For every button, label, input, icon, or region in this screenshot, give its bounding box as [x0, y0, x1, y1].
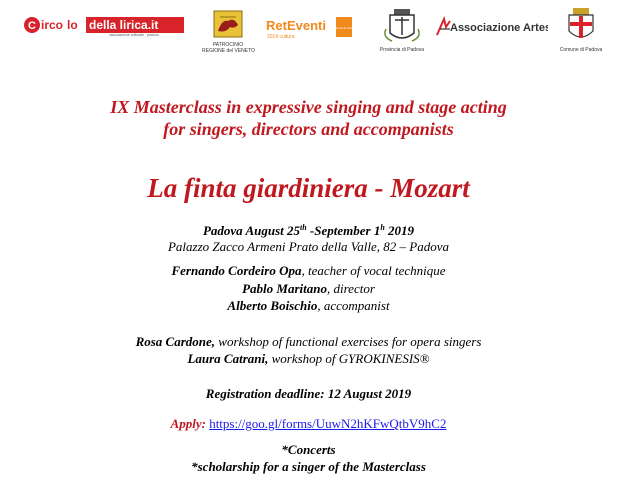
- provincia-crest-icon: [376, 7, 428, 45]
- workshop-1-sep: ,: [211, 334, 216, 349]
- comune-padova-logo: [558, 7, 604, 57]
- workshop-2-desc: workshop of GYROKINESIS®: [268, 351, 430, 366]
- teacher-2-name: Pablo Maritano: [242, 281, 327, 296]
- sponsor-logos: [10, 3, 607, 55]
- circolo-c: C: [28, 20, 36, 32]
- artes-text: Associazione Artes: [450, 22, 548, 34]
- registration-deadline: Registration deadline: 12 August 2019: [205, 386, 412, 401]
- associazione-artes-logo: [436, 15, 548, 39]
- teacher-3-name: Alberto Boischio: [227, 298, 318, 313]
- reteventi-graphic: [264, 15, 354, 41]
- teacher-1-name: Fernando Cordeiro Opa: [171, 263, 302, 278]
- regione-line1: PATROCINIO: [212, 42, 244, 48]
- circolo-logo-graphic: [22, 15, 184, 37]
- dates-sup1: th: [300, 223, 307, 232]
- venue-line: Palazzo Zacco Armeni Prato della Valle, 82 – Padova: [167, 239, 450, 254]
- note-scholarship: *scholarship for a singer of the Masterclass: [191, 459, 426, 474]
- circolo-title: della lirica.it: [89, 18, 159, 32]
- workshop-2-sep: ,: [265, 351, 269, 366]
- masterclass-title-line2: for singers, directors and accompanists: [163, 119, 454, 139]
- teacher-1-role: , teacher of vocal technique: [301, 263, 446, 278]
- provincia-caption: Provincia di Padova: [379, 47, 425, 53]
- workshop-1: [0, 334, 617, 350]
- dates-sup2: h: [380, 223, 385, 232]
- apply-line: [0, 416, 617, 432]
- teacher-1: [0, 263, 617, 279]
- reteventi-side: Provincia di Vicenza: [332, 27, 354, 30]
- circolo-irco: irco: [41, 18, 64, 32]
- dates-line: [0, 220, 617, 239]
- dates-middle: -September 1: [306, 223, 381, 238]
- apply-label: Apply:: [170, 416, 206, 431]
- masterclass-title-line1: IX Masterclass in expressive singing and stage acting: [110, 97, 507, 117]
- teacher-2-role: , director: [326, 281, 375, 296]
- workshop-2-name: Laura Catrani: [187, 351, 266, 366]
- provincia-padova-logo: [376, 7, 428, 55]
- circolo-lo: lo: [67, 18, 78, 32]
- comune-crest-icon: [558, 7, 604, 45]
- reteventi-sub: 2019 cultura: [267, 34, 295, 40]
- teacher-2: [0, 281, 617, 297]
- note-concerts: *Concerts: [281, 442, 336, 457]
- teacher-3: [0, 298, 617, 314]
- teacher-3-role: , accompanist: [317, 298, 390, 313]
- dates-year: 2019: [384, 223, 415, 238]
- reteventi-text: RetEventi: [266, 18, 326, 33]
- workshop-1-desc: workshop of functional exercises for opera singers: [215, 334, 482, 349]
- circolo-tagline: associazione culturale · padova: [109, 33, 159, 37]
- lion-of-saint-mark-icon: [206, 9, 250, 41]
- apply-form-link[interactable]: https://goo.gl/forms/UuwN2hKFwQtbV9hC2: [209, 416, 447, 431]
- artes-graphic: [436, 15, 548, 39]
- comune-caption: Comune di Padova: [559, 47, 603, 53]
- workshop-2: [0, 351, 617, 367]
- workshop-1-name: Rosa Cardone: [135, 334, 212, 349]
- opera-title: La finta giardiniera - Mozart: [147, 173, 470, 203]
- dates-prefix: Padova August 25: [202, 223, 300, 238]
- circolo-della-lirica-logo: [22, 15, 184, 37]
- regione-veneto-logo: [202, 9, 255, 55]
- regione-line2: REGIONE del VENETO: [202, 48, 255, 54]
- reteventi-logo: [264, 15, 354, 41]
